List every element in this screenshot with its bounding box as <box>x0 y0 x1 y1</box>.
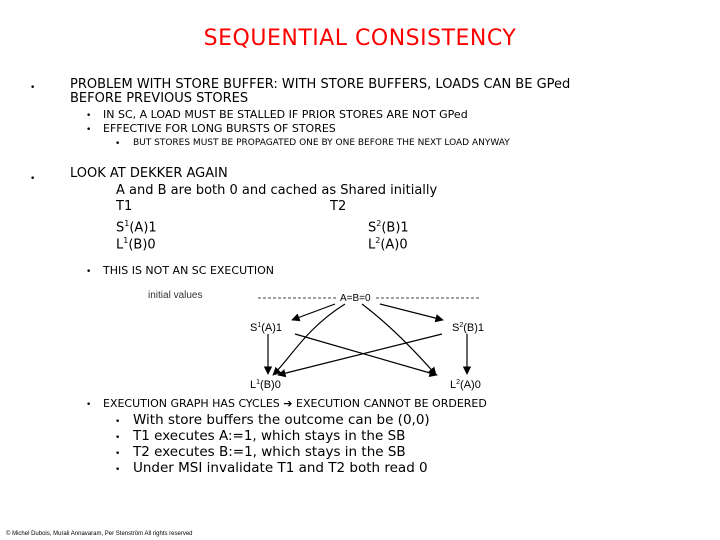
graph-node-l1: $L^1(B)0$ <box>250 379 281 391</box>
init-values-node: A=B=0 <box>340 293 371 304</box>
t2-store-sup: 2 <box>376 219 382 228</box>
problem-line-1: PROBLEM WITH STORE BUFFER: WITH STORE BUFFERS, LOADS CAN BE GPed <box>70 77 571 92</box>
dekker-heading: LOOK AT DEKKER AGAIN <box>70 166 228 181</box>
dekker-t1: T1 <box>116 199 133 214</box>
implies-arrow-icon: ➔ <box>283 397 293 410</box>
bullet-dekker: • <box>30 174 36 184</box>
t2-load-rest: (A)0 <box>380 237 408 253</box>
edge-init-to-l1 <box>273 304 345 375</box>
t1-store: $S^1(A)1$ <box>116 219 157 236</box>
t1-store-sup: 1 <box>124 219 130 228</box>
problem-subsub: BUT STORES MUST BE PROPAGATED ONE BY ONE BEFORE THE NEXT LOAD ANYWAY <box>133 138 510 148</box>
point-1: With store buffers the outcome can be (0,0) <box>133 412 430 428</box>
bullet-problem: • <box>30 83 36 93</box>
execution-graph <box>140 284 500 394</box>
point-2: T1 executes A:=1, which stays in the SB <box>133 428 406 444</box>
footer-copyright: © Michel Dubois, Murali Annavaram, Per Stenström All rights reserved <box>6 531 193 537</box>
bullet-point-4: • <box>115 465 121 475</box>
bullet-sub-1: • <box>86 111 92 121</box>
problem-sub-1: IN SC, A LOAD MUST BE STALLED IF PRIOR STORES ARE NOT GPed <box>103 108 468 121</box>
slide-title: SEQUENTIAL CONSISTENCY <box>203 26 517 51</box>
t2-store: $S^2(B)1$ <box>368 219 409 236</box>
bullet-sub-2: • <box>86 125 92 135</box>
bullet-graph-note: • <box>86 400 92 410</box>
bullet-point-3: • <box>115 449 121 459</box>
t2-load: $L^2(A)0$ <box>368 236 408 253</box>
graph-note-a: EXECUTION GRAPH HAS CYCLES <box>103 397 280 410</box>
graph-note-b: EXECUTION CANNOT BE ORDERED <box>296 397 487 410</box>
graph-note <box>103 397 487 410</box>
point-3: T2 executes B:=1, which stays in the SB <box>133 444 406 460</box>
graph-node-s2: $S^2(B)1$ <box>452 322 485 334</box>
bullet-point-2: • <box>115 433 121 443</box>
dekker-t2: T2 <box>330 199 347 214</box>
initial-values-label: initial values <box>148 290 203 301</box>
point-4: Under MSI invalidate T1 and T2 both read 0 <box>133 460 428 476</box>
t1-load: $L^1(B)0$ <box>116 236 156 253</box>
problem-line-2: BEFORE PREVIOUS STORES <box>70 91 249 106</box>
t1-store-rest: (A)1 <box>129 220 157 236</box>
t2-load-sup: 2 <box>375 236 381 245</box>
bullet-not-sc: • <box>86 267 92 277</box>
t1-load-sup: 1 <box>123 236 129 245</box>
edge-init-to-s2 <box>380 304 443 320</box>
t2-store-rest: (B)1 <box>381 220 409 236</box>
bullet-subsub: • <box>115 139 121 149</box>
not-sc-text: THIS IS NOT AN SC EXECUTION <box>103 264 274 277</box>
problem-sub-2: EFFECTIVE FOR LONG BURSTS OF STORES <box>103 122 336 135</box>
graph-node-s1: $S^1(A)1$ <box>250 322 283 334</box>
bullet-point-1: • <box>115 417 121 427</box>
dekker-init: A and B are both 0 and cached as Shared initially <box>116 183 438 198</box>
t1-load-rest: (B)0 <box>128 237 156 253</box>
edge-init-to-s1 <box>292 304 335 320</box>
graph-node-l2: $L^2(A)0$ <box>450 379 481 391</box>
